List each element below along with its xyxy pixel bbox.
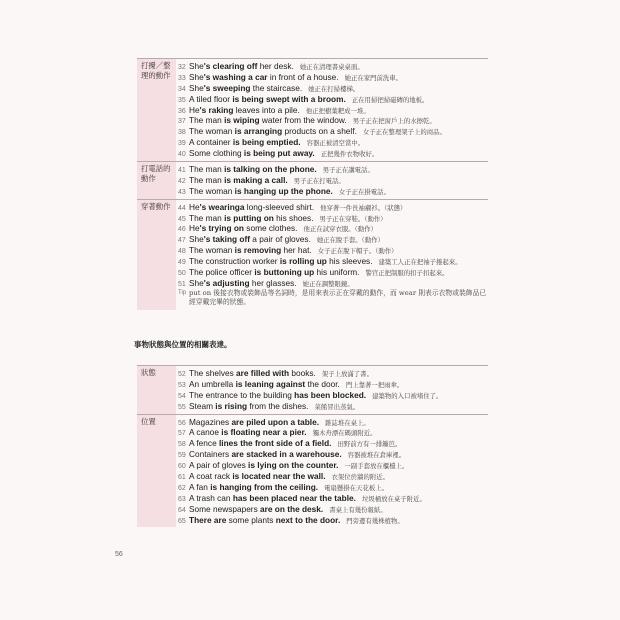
category-label: 打擾／整理的動作 [137, 59, 176, 161]
phrase-item [178, 471, 488, 482]
item-number: 51 [178, 280, 186, 288]
translation: 建築工人正在把袖子捲起來。 [378, 258, 462, 267]
translation: 她正在調整眼鏡。 [302, 279, 354, 288]
phrase-item [178, 137, 488, 148]
sentence-text: his uniform. [314, 267, 360, 278]
item-number: 46 [178, 226, 186, 234]
key-expression: 's trying on [199, 223, 244, 234]
sentence-text: A canoe [189, 427, 222, 438]
translation: 菜餚冒出蒸氣。 [314, 402, 360, 411]
translation: 書桌上有幾份報紙。 [329, 505, 387, 514]
translation: 門上靠著一把雨傘。 [345, 380, 404, 389]
sentence-text: The woman [189, 126, 235, 137]
sentence-text: Some newspapers [189, 503, 261, 514]
phrase-item [178, 61, 488, 72]
sentence-text: some clothes. [244, 223, 298, 234]
key-expression: is removing [234, 245, 282, 256]
tip-note [178, 289, 488, 308]
translation: 她正在家門前洗車。 [344, 73, 403, 82]
translation: 一副手套放在櫃檯上。 [344, 462, 409, 471]
phrase-item [178, 449, 488, 460]
key-expression: is located near the wall. [232, 471, 326, 482]
key-expression: 's taking off [203, 234, 250, 245]
phrase-item [178, 83, 488, 94]
item-number: 36 [178, 107, 186, 115]
phrase-list [176, 366, 488, 414]
phrase-list [176, 415, 488, 528]
sentence-text: her glasses. [249, 277, 297, 288]
phrase-item [178, 164, 488, 175]
translation: 男子正在講電話。 [322, 166, 374, 175]
phrase-item [178, 234, 488, 245]
translation: 男子正在把窗戶上的水擦乾。 [352, 117, 436, 126]
phrase-item [178, 256, 488, 267]
phrase-list [176, 200, 488, 310]
tip-label: Tip [178, 289, 187, 296]
sentence-text: products on a shelf. [282, 126, 357, 137]
phrase-item [178, 427, 488, 438]
item-number: 32 [178, 64, 186, 71]
sentence-text: long-sleeved shirt. [244, 201, 315, 212]
phrase-item [178, 379, 488, 390]
item-number: 39 [178, 140, 186, 148]
key-expression: is rising [215, 400, 248, 411]
key-expression: has been blocked. [294, 389, 367, 400]
phrase-item [178, 368, 488, 379]
sentence-text: leaves into a pile. [233, 104, 300, 115]
item-number: 33 [178, 74, 186, 82]
sentence-text: in front of a house. [267, 71, 339, 82]
key-expression: is leaning against [235, 378, 306, 389]
key-expression: is making a call. [224, 174, 288, 185]
item-number: 65 [178, 517, 186, 525]
translation: 女子正在脫下帽子。（動作） [317, 247, 398, 256]
key-expression: 's clearing off [203, 61, 258, 71]
category-label: 打電話的動作 [137, 162, 176, 199]
phrase-item [178, 72, 488, 83]
translation: 她正在脫手套。（動作） [316, 236, 384, 245]
sentence-text: the staircase. [250, 82, 303, 93]
sentence-text: An umbrella [189, 378, 236, 389]
item-number: 42 [178, 177, 186, 185]
item-number: 61 [178, 474, 186, 482]
key-expression: is talking on the phone. [224, 164, 317, 175]
key-expression: are filled with [236, 368, 290, 378]
key-expression: lines the front side of a field. [218, 438, 332, 449]
phrase-table-states [137, 365, 488, 527]
key-expression: are piled upon a table. [231, 416, 320, 427]
item-number: 58 [178, 441, 186, 449]
translation: 衣架位於牆的附近。 [331, 473, 390, 482]
phrase-item [178, 148, 488, 159]
translation: 男子正在打電話。 [293, 176, 345, 185]
sentence-text: He [189, 104, 200, 115]
key-expression: There are [189, 514, 227, 525]
phrase-item [178, 390, 488, 401]
key-expression: 's raking [199, 104, 234, 115]
category-label: 位置 [137, 415, 176, 528]
key-expression: is being put away. [243, 148, 315, 159]
sentence-text: The woman [189, 245, 235, 256]
phrase-item [178, 115, 488, 126]
key-expression: 's adjusting [203, 277, 250, 288]
key-expression: is buttoning up [254, 267, 315, 278]
sentence-text: Containers [189, 449, 232, 460]
key-expression: is wiping [224, 115, 260, 126]
sentence-text: The man [189, 174, 225, 185]
translation: 田野前方有一排籬笆。 [337, 440, 402, 449]
item-number: 38 [178, 129, 186, 137]
item-number: 47 [178, 237, 186, 245]
sentence-text: He [189, 201, 200, 212]
key-expression: 's washing a car [203, 71, 268, 82]
translation: 女子正在整理架子上的商品。 [362, 128, 446, 137]
item-number: 35 [178, 96, 186, 104]
phrase-item [178, 438, 488, 449]
item-number: 55 [178, 403, 186, 411]
sentence-text: The construction worker [189, 256, 280, 267]
sentence-text: The woman [189, 185, 235, 196]
translation: 電扇懸掛在天花板上。 [324, 483, 389, 492]
tip-text: put on 後接衣物或裝飾品等名詞時，是用來表示正在穿戴的動作，而 wear 則表示衣物或裝飾品已經穿戴完畢的狀態。 [189, 288, 487, 307]
sentence-text: some plants [226, 514, 276, 525]
translation: 他正把樹葉耙成一堆。 [305, 106, 370, 115]
key-expression: 's wearinga [199, 201, 245, 212]
sentence-text: his sleeves. [326, 256, 373, 267]
section-heading: 事物狀態與位置的相關表達。 [134, 340, 232, 349]
sentence-text: water from the window. [259, 115, 347, 126]
key-expression: are on the desk. [260, 503, 324, 514]
sentence-text: A container [189, 137, 233, 148]
category-label: 穿著動作 [137, 200, 176, 310]
translation: 獨木舟漂在碼頭附近。 [312, 429, 377, 438]
translation: 他正在試穿衣服。（動作） [303, 225, 377, 234]
item-number: 41 [178, 167, 186, 175]
sentence-text: The man [189, 212, 225, 223]
sentence-text: The entrance to the building [189, 389, 295, 400]
page-number: 56 [115, 551, 123, 558]
sentence-text: The man [189, 164, 225, 175]
phrase-item [178, 105, 488, 116]
translation: 他穿著一件長袖襯衫。（狀態） [320, 203, 407, 212]
category-row [137, 200, 488, 310]
item-number: 45 [178, 215, 186, 223]
item-number: 50 [178, 270, 186, 278]
phrase-item [178, 126, 488, 137]
sentence-text: The man [189, 115, 225, 126]
sentence-text: A pair of gloves [189, 460, 249, 471]
phrase-item [178, 245, 488, 256]
item-number: 53 [178, 381, 186, 389]
key-expression: 's sweeping [203, 82, 251, 93]
sentence-text: She [189, 277, 204, 288]
translation: 容器被堆在倉庫裡。 [347, 451, 406, 460]
phrase-item [178, 202, 488, 213]
phrase-item [178, 417, 488, 428]
translation: 正在用掃把掃磁磚的地板。 [351, 95, 429, 104]
sentence-text: her hat. [281, 245, 312, 256]
phrase-item [178, 175, 488, 186]
sentence-text: He [189, 223, 200, 234]
sentence-text: The shelves [189, 368, 237, 378]
translation: 警官正把制服的扣子扣起來。 [365, 269, 449, 278]
item-number: 64 [178, 506, 186, 514]
item-number: 43 [178, 188, 186, 196]
translation: 正把幾件衣物收好。 [320, 150, 379, 159]
translation: 垃圾桶放在桌子附近。 [361, 494, 426, 503]
phrase-item [178, 223, 488, 234]
sentence-text: She [189, 61, 204, 71]
translation: 她正在清理書桌桌面。 [299, 63, 364, 71]
sentence-text: A trash can [189, 492, 233, 503]
phrase-item [178, 213, 488, 224]
phrase-item [178, 493, 488, 504]
key-expression: is being emptied. [232, 137, 301, 148]
item-number: 49 [178, 259, 186, 267]
category-row [137, 366, 488, 415]
phrase-item [178, 267, 488, 278]
item-number: 37 [178, 118, 186, 126]
sentence-text: She [189, 82, 204, 93]
key-expression: is lying on the counter. [248, 460, 339, 471]
item-number: 54 [178, 392, 186, 400]
key-expression: is hanging up the phone. [234, 185, 333, 196]
phrase-item [178, 278, 488, 289]
sentence-text: his shoes. [273, 212, 314, 223]
sentence-text: Steam [189, 400, 216, 411]
item-number: 56 [178, 419, 186, 427]
category-row [137, 162, 488, 200]
translation: 門旁邊有幾株植物。 [346, 516, 404, 525]
sentence-text: from the dishes. [247, 400, 309, 411]
item-number: 62 [178, 484, 186, 492]
key-expression: is being swept with a broom. [232, 93, 346, 104]
key-expression: is floating near a pier. [221, 427, 307, 438]
key-expression: is arranging [234, 126, 283, 137]
phrase-item [178, 401, 488, 412]
sentence-text: A fence [189, 438, 219, 449]
item-number: 48 [178, 248, 186, 256]
phrase-item [178, 186, 488, 197]
item-number: 34 [178, 85, 186, 93]
item-number: 60 [178, 463, 186, 471]
item-number: 52 [178, 371, 186, 378]
item-number: 57 [178, 430, 186, 438]
sentence-text: a pair of gloves. [250, 234, 311, 245]
phrase-table-actions [137, 58, 488, 310]
sentence-text: The police officer [189, 267, 255, 278]
translation: 女子正在掛電話。 [338, 187, 390, 196]
translation: 架子上放滿了書。 [321, 370, 373, 378]
phrase-list [176, 59, 488, 161]
key-expression: is putting on [224, 212, 274, 223]
key-expression: has been placed near the table. [232, 492, 356, 503]
translation: 男子正在穿鞋。（動作） [319, 214, 387, 223]
item-number: 40 [178, 151, 186, 159]
translation: 她正在打掃樓梯。 [308, 84, 360, 93]
phrase-item [178, 482, 488, 493]
category-row [137, 415, 488, 528]
item-number: 63 [178, 495, 186, 503]
translation: 建築物的入口被堵住了。 [372, 391, 443, 400]
key-expression: is rolling up [279, 256, 327, 267]
key-expression: is hanging from the ceiling. [210, 481, 319, 492]
phrase-item [178, 515, 488, 526]
category-row [137, 59, 488, 162]
category-label: 狀態 [137, 366, 176, 414]
sentence-text: A tiled floor [189, 93, 233, 104]
phrase-item [178, 94, 488, 105]
phrase-item [178, 460, 488, 471]
sentence-text: She [189, 71, 204, 82]
sentence-text: A fan [189, 481, 211, 492]
sentence-text: Some clothing [189, 148, 244, 159]
translation: 雜誌堆在桌上。 [325, 418, 370, 427]
key-expression: are stacked in a warehouse. [231, 449, 342, 460]
phrase-item [178, 504, 488, 515]
sentence-text: the door. [305, 378, 340, 389]
key-expression: next to the door. [275, 514, 341, 525]
sentence-text: She [189, 234, 204, 245]
translation: 容器正被清空當中。 [306, 139, 365, 148]
item-number: 44 [178, 204, 186, 212]
phrase-list [176, 162, 488, 199]
sentence-text: books. [289, 368, 316, 378]
item-number: 59 [178, 452, 186, 460]
sentence-text: Magazines [189, 416, 232, 427]
sentence-text: her desk. [257, 61, 294, 71]
sentence-text: A coat rack [189, 471, 233, 482]
